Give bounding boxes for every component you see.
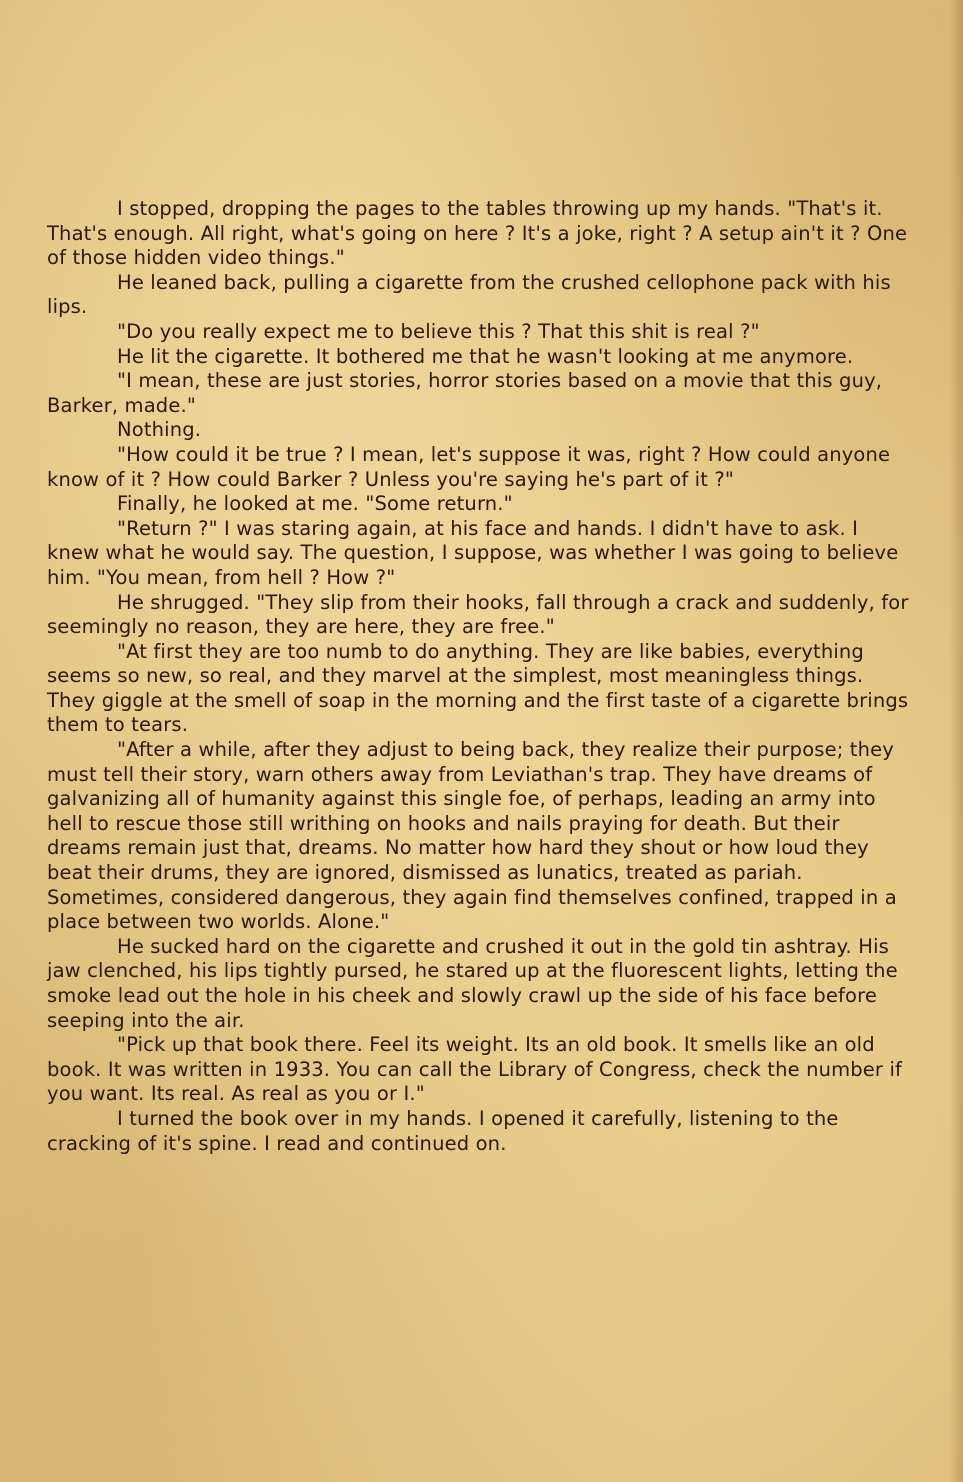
paragraph: "How could it be true ? I mean, let's suppose it was, right ? How could anyone know of it ? How could Barker ? Unless you're saying he's part of it ?" [47, 442, 891, 491]
paragraph: He sucked hard on the cigarette and crushed it out in the gold tin ashtray. His jaw clenched, his lips tightly pursed, he stared up at the fluorescent lights, letting the smoke lead out the hole in his cheek and slowly crawl up the side of his face before seeping into the air. [47, 934, 898, 1032]
paragraph: I stopped, dropping the pages to the tables throwing up my hands. "That's it. That's enough. All right, what's going on here ? It's a joke, right ? A setup ain't it ? One of those hidden video things." [47, 197, 908, 270]
paragraph: I turned the book over in my hands. I opened it carefully, listening to the cracking of it's spine. I read and continued on. [47, 1106, 839, 1155]
paragraph: Finally, he looked at me. "Some return." [117, 492, 513, 516]
paragraph: "Pick up that book there. Feel its weight. Its an old book. It smells like an old book. It was written in 1933. You can call the Library of Congress, check the number if you want. Its real. As real as you or I." [47, 1033, 903, 1106]
paragraph: He lit the cigarette. It bothered me that he wasn't looking at me anymore. [117, 344, 854, 368]
paragraph: "I mean, these are just stories, horror stories based on a movie that this guy, Barker, made." [47, 369, 883, 417]
paragraph: "After a while, after they adjust to being back, they realize their purpose; they must tell their story, warn others away from Leviathan's trap. They have dreams of galvanizing all of humanity against this single foe, of perhaps, leading an army into hell to rescue those still writhing on hooks and nails praying for death. But their dreams remain just that, dreams. No matter how hard they shout or how loud they beat their drums, they are ignored, dismissed as lunatics, treated as pariah. Sometimes, considered dangerous, they again find themselves confined, trapped in a place between two worlds. Alone." [47, 738, 897, 934]
page-edge-shadow [949, 0, 963, 1482]
prose-text-block [47, 197, 909, 1156]
paragraph: He shrugged. "They slip from their hooks, fall through a crack and suddenly, for seemingly no reason, they are here, they are free." [47, 590, 909, 639]
paragraph: "Return ?" I was staring again, at his face and hands. I didn't have to ask. I knew what he would say. The question, I suppose, was whether I was going to believe him. "You mean, from hell ? How ?" [47, 516, 899, 589]
paragraph: He leaned back, pulling a cigarette from the crushed cellophone pack with his lips. [47, 270, 891, 319]
paragraph: Nothing. [117, 418, 202, 442]
paragraph: "At first they are too numb to do anything. They are like babies, everything seems so new, so real, and they marvel at the simplest, most meaningless things. They giggle at the smell of soap in the morning and the first taste of a cigarette brings them to tears. [47, 639, 909, 737]
paragraph: "Do you really expect me to believe this ? That this shit is real ?" [117, 319, 760, 343]
